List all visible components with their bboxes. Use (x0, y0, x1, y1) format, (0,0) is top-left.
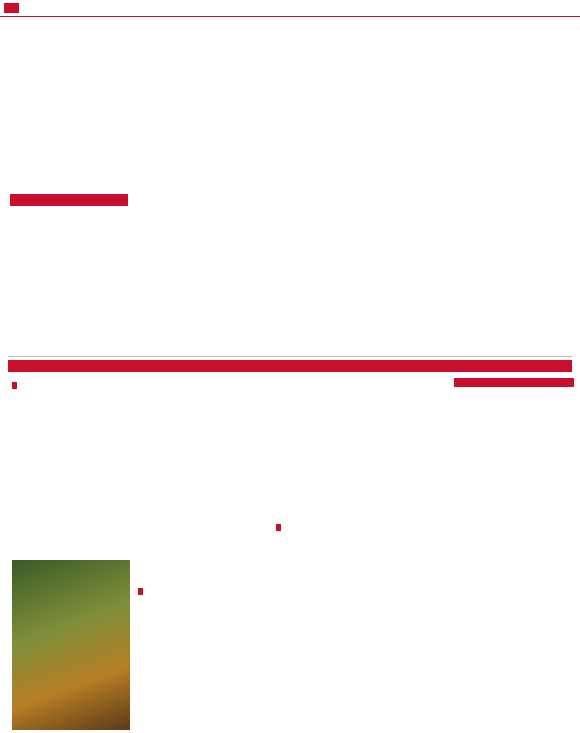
masthead-bar (0, 0, 580, 17)
newspaper-logo (4, 3, 19, 13)
byline (10, 194, 128, 206)
palm-oil-photo (12, 560, 130, 730)
currency-table (454, 378, 574, 387)
sawit-heading (12, 380, 20, 390)
currency-table-title (454, 378, 574, 387)
ringgit-heading (276, 522, 284, 532)
section-divider (8, 356, 572, 357)
timah-heading (138, 586, 146, 596)
komoditi-bar (8, 360, 572, 372)
